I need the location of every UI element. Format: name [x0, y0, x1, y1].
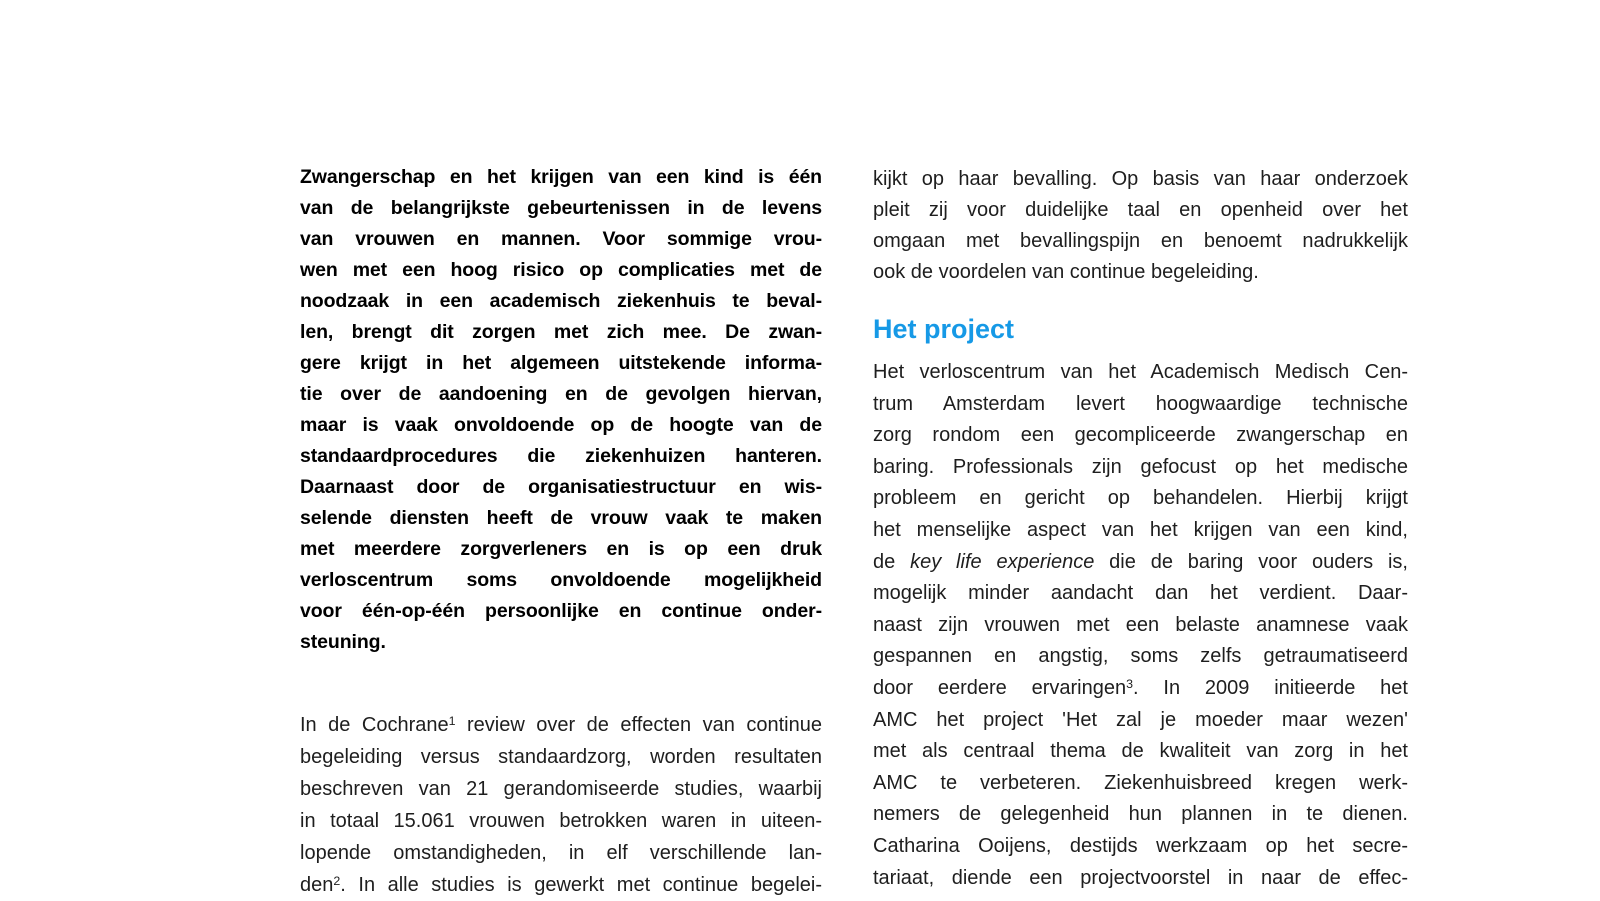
text-line: gespannen en angstig, soms zelfs getraumatiseerd	[873, 645, 1408, 668]
project-paragraph	[873, 357, 1408, 894]
text-line: mogelijk minder aandacht dan het verdient. Daar-	[873, 582, 1408, 605]
text-line: kijkt op haar bevalling. Op basis van haar onderzoek	[873, 168, 1408, 190]
text-line: naast zijn vrouwen met een belaste anamnese vaak	[873, 613, 1408, 636]
text-line: de key life experience die de baring voor ouders is,	[873, 550, 1408, 573]
text-line: begeleiding versus standaardzorg, worden resultaten	[300, 746, 822, 768]
text-line: nemers de gelegenheid hun plannen in te dienen.	[873, 803, 1408, 826]
left-column	[300, 0, 822, 900]
text-line: steuning.	[300, 631, 386, 653]
text-line: tie over de aandoening en de gevolgen hiervan,	[300, 383, 822, 405]
text-line: met meerdere zorgverleners en is op een druk	[300, 538, 822, 560]
text-line: het menselijke aspect van het krijgen van een kind,	[873, 518, 1408, 541]
text-line: maar is vaak onvoldoende op de hoogte van de	[300, 414, 822, 436]
text-line: noodzaak in een academisch ziekenhuis te beval-	[300, 290, 822, 312]
text-line: Zwangerschap en het krijgen van een kind is één	[300, 166, 822, 188]
text-line: In de Cochrane$^1$ review over de effecten van continue	[300, 713, 822, 736]
text-line: met als centraal thema de kwaliteit van zorg in het	[873, 740, 1408, 763]
text-line: wen met een hoog risico op complicaties met de	[300, 259, 822, 281]
text-line: tariaat, diende een projectvoorstel in naar de effec-	[873, 866, 1408, 889]
continuation-paragraph	[873, 164, 1408, 288]
text-line: verloscentrum soms onvoldoende mogelijkheid	[300, 569, 822, 591]
text-line: selende diensten heeft de vrouw vaak te maken	[300, 507, 822, 529]
text-line: Daarnaast door de organisatiestructuur en wis-	[300, 476, 822, 498]
text-line: pleit zij voor duidelijke taal en openheid over het	[873, 199, 1408, 221]
text-line: Catharina Ooijens, destijds werkzaam op het secre-	[873, 834, 1408, 857]
right-column	[873, 0, 1408, 900]
text-line: len, brengt dit zorgen met zich mee. De zwan-	[300, 321, 822, 343]
text-line: AMC te verbeteren. Ziekenhuisbreed kregen werk-	[873, 771, 1408, 794]
text-line: voor één-op-één persoonlijke en continue onder-	[300, 600, 822, 622]
text-line: probleem en gericht op behandelen. Hierbij krijgt	[873, 487, 1408, 510]
text-line: trum Amsterdam levert hoogwaardige technische	[873, 392, 1408, 415]
text-line: ook de voordelen van continue begeleiding.	[873, 261, 1259, 283]
text-line: van de belangrijkste gebeurtenissen in de levens	[300, 197, 822, 219]
text-line: lopende omstandigheden, in elf verschillende lan-	[300, 842, 822, 864]
text-line: Het verloscentrum van het Academisch Medisch Cen-	[873, 361, 1408, 383]
text-line: zorg rondom een gecompliceerde zwangerschap en	[873, 424, 1408, 447]
text-line: beschreven van 21 gerandomiseerde studies, waarbij	[300, 778, 822, 800]
cochrane-review-paragraph	[300, 709, 822, 901]
section-heading-het-project: Het project	[873, 314, 1015, 344]
text-line: den$^2$. In alle studies is gewerkt met continue begelei-	[300, 873, 822, 896]
text-line: van vrouwen en mannen. Voor sommige vrou-	[300, 228, 822, 250]
text-line: AMC het project 'Het zal je moeder maar wezen'	[873, 708, 1408, 731]
text-line: gere krijgt in het algemeen uitstekende informa-	[300, 352, 822, 374]
text-line: omgaan met bevallingspijn en benoemt nadrukkelijk	[873, 230, 1408, 252]
text-line: in totaal 15.061 vrouwen betrokken waren in uiteen-	[300, 810, 822, 832]
text-line: door eerdere ervaringen$^3$. In 2009 initieerde het	[873, 676, 1408, 699]
text-line: standaardprocedures die ziekenhuizen hanteren.	[300, 445, 822, 467]
intro-paragraph	[300, 162, 822, 658]
text-line: baring. Professionals zijn gefocust op het medische	[873, 455, 1408, 478]
